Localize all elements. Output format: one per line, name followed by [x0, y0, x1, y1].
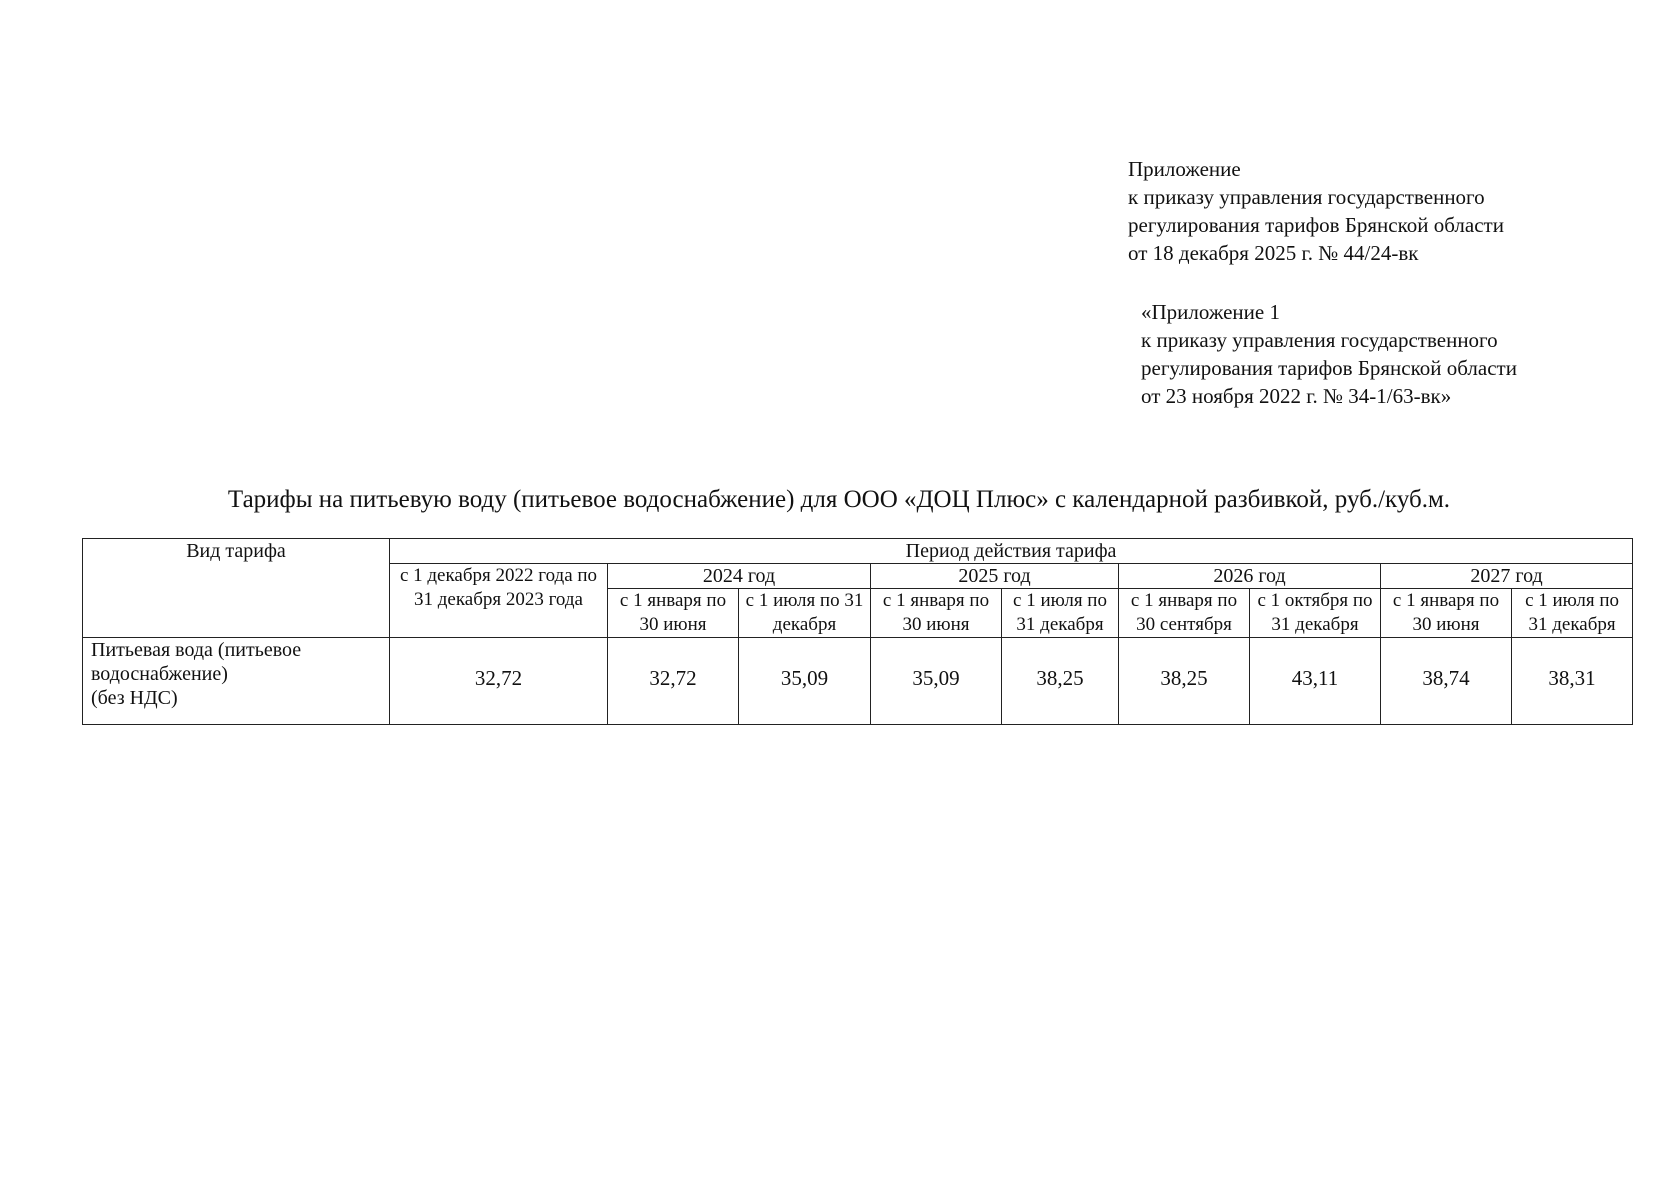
table-row — [83, 638, 1633, 725]
appendix-line: «Приложение 1 — [1141, 300, 1280, 324]
year-header: 2026 год — [1119, 564, 1381, 589]
table-header-row — [83, 539, 1633, 564]
appendix-line: от 18 декабря 2025 г. № 44/24-вк — [1128, 241, 1419, 265]
appendix-line: регулирования тарифов Брянской области — [1141, 356, 1517, 380]
tariff-table — [82, 538, 1633, 725]
year-header: 2024 год — [608, 564, 871, 589]
original-appendix-reference — [1141, 298, 1517, 410]
appendix-line: регулирования тарифов Брянской области — [1128, 213, 1504, 237]
subperiod-header: с 1 января по 30 июня — [1381, 589, 1512, 638]
tariff-value-cell: 35,09 — [871, 638, 1002, 725]
period-header: Период действия тарифа — [390, 539, 1633, 564]
first-period-header: с 1 декабря 2022 года по 31 декабря 2023 года — [390, 564, 608, 638]
appendix-line: Приложение — [1128, 157, 1241, 181]
appendix-line: к приказу управления государственного — [1141, 328, 1498, 352]
tariff-value-cell: 38,31 — [1512, 638, 1633, 725]
subperiod-header: с 1 октября по 31 декабря — [1250, 589, 1381, 638]
subperiod-header: с 1 июля по 31 декабря — [739, 589, 871, 638]
tariff-type-line: Питьевая вода (питьевое — [91, 639, 302, 661]
subperiod-header: с 1 января по 30 июня — [871, 589, 1002, 638]
tariff-value-cell: 38,25 — [1119, 638, 1250, 725]
tariff-value-cell: 35,09 — [739, 638, 871, 725]
subperiod-header: с 1 июля по 31 декабря — [1002, 589, 1119, 638]
subperiod-header: с 1 января по 30 сентября — [1119, 589, 1250, 638]
tariff-type-cell — [83, 638, 390, 725]
tariff-type-line: (без НДС) — [91, 687, 178, 709]
tariff-value-cell: 32,72 — [608, 638, 739, 725]
document-title: Тарифы на питьевую воду (питьевое водоснабжение) для ООО «ДОЦ Плюс» с календарной разбивкой, руб./куб.м. — [227, 486, 1451, 513]
year-header: 2025 год — [871, 564, 1119, 589]
tariff-value-cell: 32,72 — [390, 638, 608, 725]
tariff-type-header: Вид тарифа — [83, 539, 390, 638]
tariff-value-cell: 38,74 — [1381, 638, 1512, 725]
subperiod-header: с 1 июля по 31 декабря — [1512, 589, 1633, 638]
tariff-value-cell: 43,11 — [1250, 638, 1381, 725]
appendix-reference — [1128, 155, 1504, 267]
appendix-line: к приказу управления государственного — [1128, 185, 1485, 209]
subperiod-header: с 1 января по 30 июня — [608, 589, 739, 638]
year-header: 2027 год — [1381, 564, 1633, 589]
appendix-line: от 23 ноября 2022 г. № 34-1/63-вк» — [1141, 384, 1452, 408]
tariff-value-cell: 38,25 — [1002, 638, 1119, 725]
tariff-type-line: водоснабжение) — [91, 663, 228, 685]
